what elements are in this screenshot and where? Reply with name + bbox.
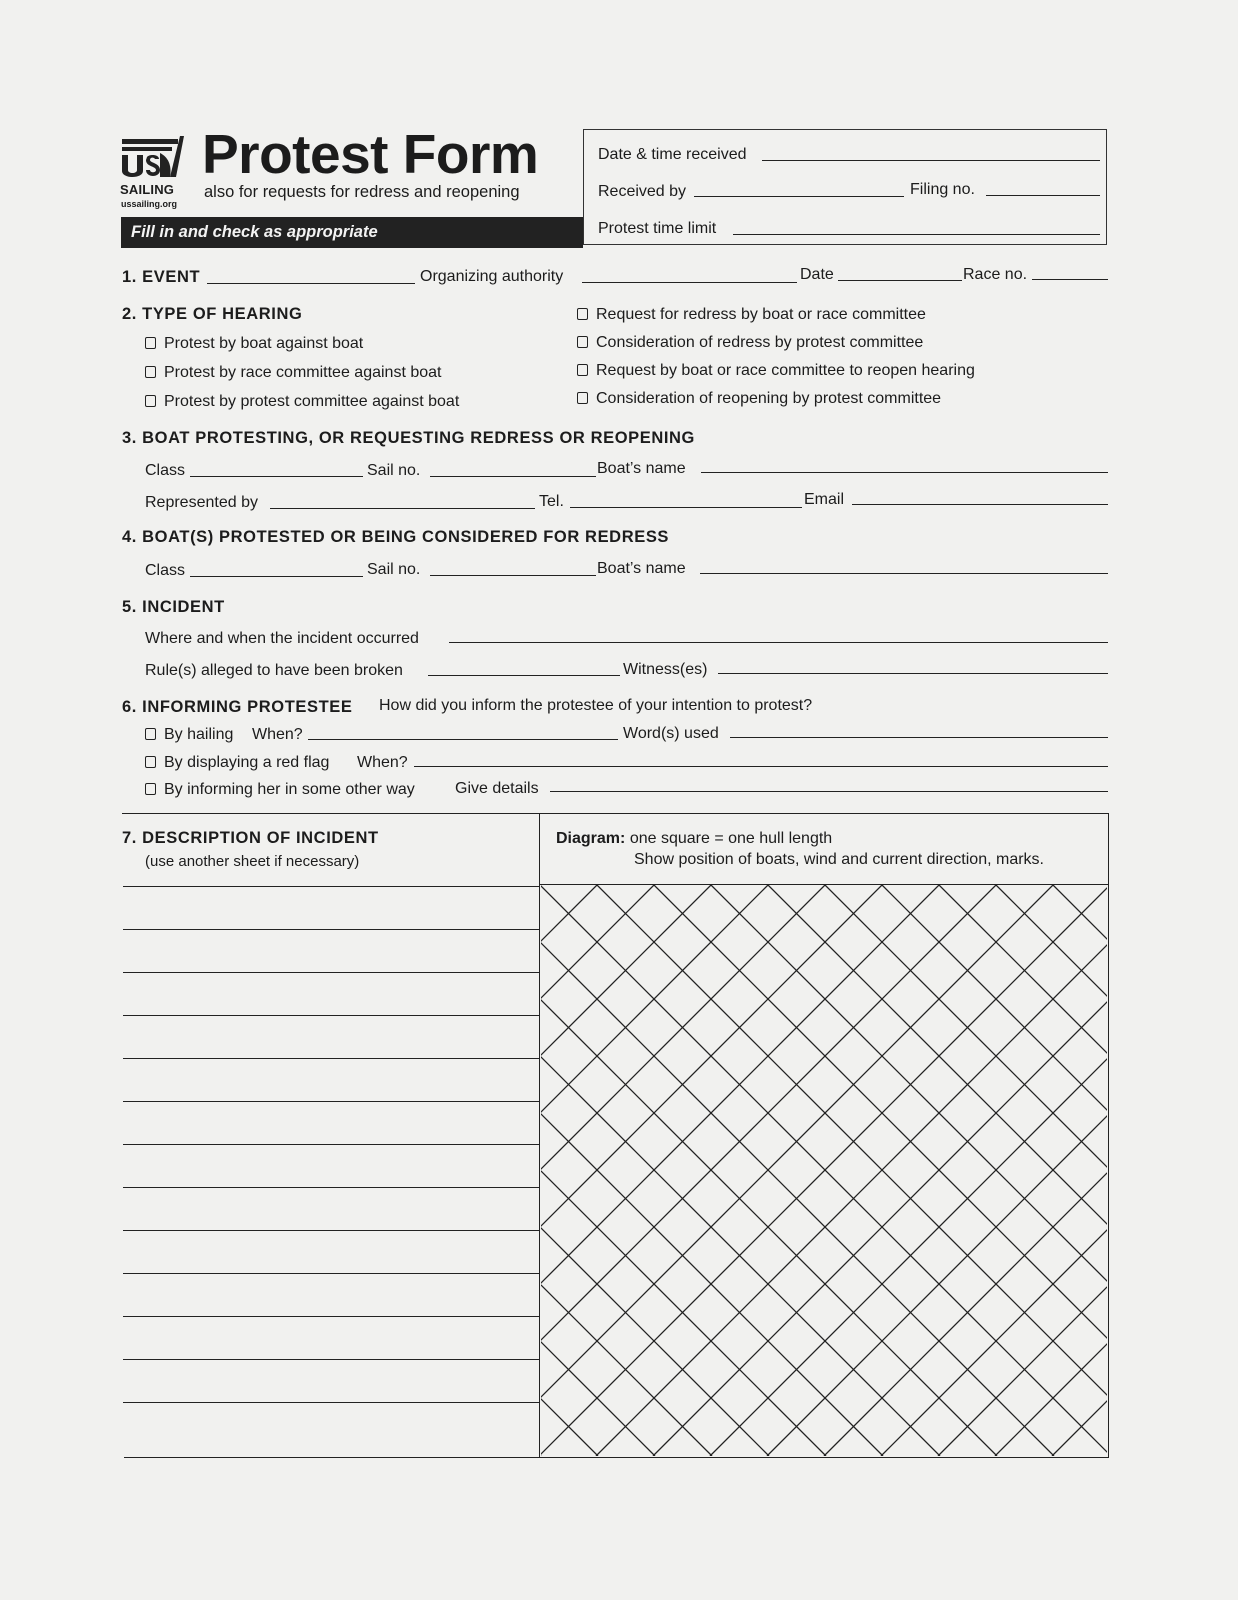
words-used-field[interactable] bbox=[730, 737, 1108, 738]
description-line[interactable] bbox=[123, 1101, 540, 1102]
organizing-authority-label: Organizing authority bbox=[420, 268, 564, 285]
hearing-option[interactable]: Request by boat or race committee to reopen hearing bbox=[577, 362, 975, 380]
flag-when-field[interactable] bbox=[414, 766, 1108, 767]
boats-name-field[interactable] bbox=[701, 472, 1108, 473]
grid-line bbox=[596, 885, 1107, 1456]
date-field[interactable] bbox=[838, 280, 962, 281]
description-line[interactable] bbox=[123, 1402, 540, 1403]
section-7-heading: 7. DESCRIPTION OF INCIDENT bbox=[122, 829, 379, 847]
hearing-option[interactable]: Consideration of redress by protest committee bbox=[577, 334, 923, 352]
description-line[interactable] bbox=[123, 886, 540, 887]
hailing-when-label: When? bbox=[252, 726, 303, 743]
diagram-grid[interactable] bbox=[541, 885, 1107, 1456]
class-label: Class bbox=[145, 562, 186, 579]
grid-line bbox=[824, 885, 1107, 1456]
protest-time-limit-field[interactable] bbox=[733, 234, 1100, 235]
checkbox[interactable] bbox=[145, 337, 156, 349]
represented-by-field[interactable] bbox=[270, 508, 535, 509]
sail-no-label: Sail no. bbox=[367, 462, 421, 479]
event-field[interactable] bbox=[207, 283, 415, 284]
grid-line bbox=[767, 885, 1107, 1456]
section-6-heading: 6. INFORMING PROTESTEE bbox=[122, 698, 353, 716]
by-hailing-option[interactable]: By hailing bbox=[145, 726, 233, 744]
witnesses-field[interactable] bbox=[718, 673, 1108, 674]
hearing-option[interactable]: Consideration of reopening by protest committee bbox=[577, 390, 941, 408]
flag-when-label: When? bbox=[357, 754, 408, 771]
description-line[interactable] bbox=[123, 972, 540, 973]
give-details-label: Give details bbox=[455, 780, 539, 797]
race-no-label: Race no. bbox=[963, 266, 1028, 283]
checkbox[interactable] bbox=[577, 392, 588, 404]
grid-line bbox=[768, 885, 1107, 1456]
email-label: Email bbox=[804, 491, 845, 508]
checkbox[interactable] bbox=[145, 395, 156, 407]
instruction-bar: Fill in and check as appropriate bbox=[121, 217, 583, 248]
boats-name-label: Boat’s name bbox=[597, 560, 686, 577]
section-2-heading: 2. TYPE OF HEARING bbox=[122, 305, 303, 323]
section-1-heading: 1. EVENT bbox=[122, 268, 201, 286]
class-field[interactable] bbox=[190, 576, 363, 577]
filing-no-field[interactable] bbox=[986, 195, 1100, 196]
class-field[interactable] bbox=[190, 476, 363, 477]
checkbox[interactable] bbox=[145, 366, 156, 378]
description-note: (use another sheet if necessary) bbox=[145, 853, 360, 870]
grid-line bbox=[995, 885, 1107, 1456]
sail-no-field[interactable] bbox=[430, 575, 596, 576]
grid-line bbox=[996, 885, 1107, 1456]
date-time-received-field[interactable] bbox=[762, 160, 1100, 161]
words-used-label: Word(s) used bbox=[623, 725, 719, 742]
section-3-heading: 3. BOAT PROTESTING, OR REQUESTING REDRESS OR REOPENING bbox=[122, 429, 695, 447]
witnesses-label: Witness(es) bbox=[623, 661, 708, 678]
received-by-field[interactable] bbox=[694, 196, 904, 197]
date-label: Date bbox=[800, 266, 834, 283]
description-line[interactable] bbox=[123, 1230, 540, 1231]
hearing-option[interactable]: Protest by protest committee against boat bbox=[145, 393, 459, 411]
filing-no-label: Filing no. bbox=[910, 181, 975, 198]
checkbox[interactable] bbox=[577, 364, 588, 376]
section-4-heading: 4. BOAT(S) PROTESTED OR BEING CONSIDERED FOR REDRESS bbox=[122, 528, 670, 546]
grid-line bbox=[1052, 885, 1107, 1456]
by-other-option[interactable]: By informing her in some other way bbox=[145, 781, 415, 799]
hearing-option[interactable]: Protest by boat against boat bbox=[145, 335, 363, 353]
description-line[interactable] bbox=[123, 1359, 540, 1360]
description-line[interactable] bbox=[123, 1187, 540, 1188]
checkbox[interactable] bbox=[145, 756, 156, 768]
section-5-heading: 5. INCIDENT bbox=[122, 598, 225, 616]
hearing-option[interactable]: Protest by race committee against boat bbox=[145, 364, 441, 382]
grid-line bbox=[710, 885, 1107, 1456]
represented-by-label: Represented by bbox=[145, 494, 258, 511]
race-no-field[interactable] bbox=[1032, 279, 1108, 280]
where-when-label: Where and when the incident occurred bbox=[145, 630, 419, 647]
description-line[interactable] bbox=[123, 929, 540, 930]
sail-no-field[interactable] bbox=[430, 476, 596, 477]
page-title: Protest Form bbox=[202, 123, 539, 185]
protest-time-limit-label: Protest time limit bbox=[598, 220, 717, 237]
description-line[interactable] bbox=[123, 1316, 540, 1317]
hearing-option[interactable]: Request for redress by boat or race committee bbox=[577, 306, 926, 324]
grid-line bbox=[881, 885, 1107, 1456]
page-subtitle: also for requests for redress and reopening bbox=[204, 183, 520, 201]
tel-field[interactable] bbox=[570, 507, 802, 508]
checkbox[interactable] bbox=[577, 308, 588, 320]
rules-field[interactable] bbox=[428, 675, 620, 676]
description-line[interactable] bbox=[123, 1058, 540, 1059]
description-line[interactable] bbox=[123, 1015, 540, 1016]
diagram-instructions: Show position of boats, wind and current direction, marks. bbox=[634, 851, 1044, 868]
us-sailing-logo bbox=[122, 135, 184, 213]
organizing-authority-field[interactable] bbox=[582, 282, 797, 283]
by-flag-option[interactable]: By displaying a red flag bbox=[145, 754, 329, 772]
boats-name-label: Boat’s name bbox=[597, 460, 686, 477]
received-by-label: Received by bbox=[598, 183, 687, 200]
tel-label: Tel. bbox=[539, 493, 564, 510]
description-line[interactable] bbox=[123, 1144, 540, 1145]
grid-line bbox=[653, 885, 1107, 1456]
checkbox[interactable] bbox=[145, 783, 156, 795]
bottom-rule bbox=[124, 1457, 1109, 1458]
where-when-field[interactable] bbox=[449, 642, 1108, 643]
checkbox[interactable] bbox=[145, 728, 156, 740]
email-field[interactable] bbox=[852, 504, 1108, 505]
grid-line bbox=[882, 885, 1107, 1456]
hailing-when-field[interactable] bbox=[308, 739, 618, 740]
logo-url: ussailing.org bbox=[121, 199, 178, 209]
grid-line bbox=[654, 885, 1107, 1456]
logo-sailing-text: SAILING bbox=[120, 182, 175, 197]
diagram-scale: Diagram: one square = one hull length bbox=[556, 830, 833, 847]
description-line[interactable] bbox=[123, 1273, 540, 1274]
rules-label: Rule(s) alleged to have been broken bbox=[145, 662, 403, 679]
sail-no-label: Sail no. bbox=[367, 561, 421, 578]
checkbox[interactable] bbox=[577, 336, 588, 348]
informing-question: How did you inform the protestee of your intention to protest? bbox=[379, 697, 813, 714]
date-time-received-label: Date & time received bbox=[598, 146, 747, 163]
class-label: Class bbox=[145, 462, 186, 479]
give-details-field[interactable] bbox=[550, 791, 1108, 792]
boats-name-field[interactable] bbox=[700, 573, 1108, 574]
